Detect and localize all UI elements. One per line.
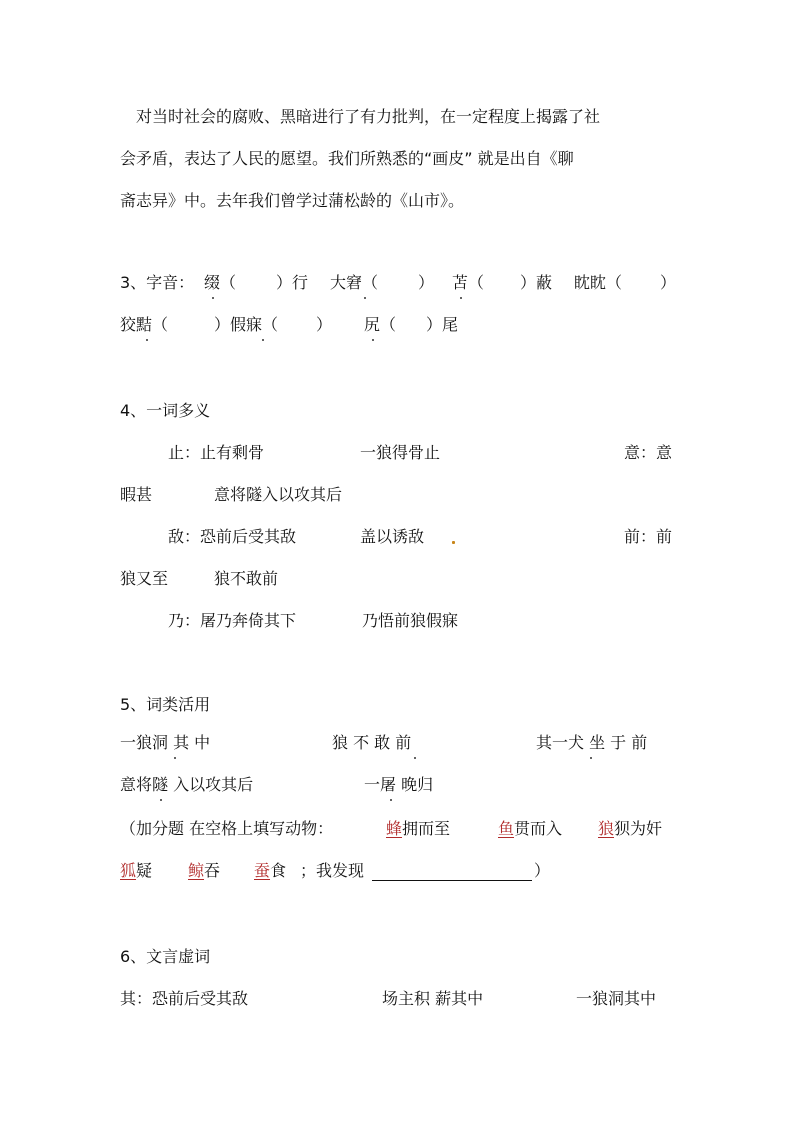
- polysemy-item: 敌：恐前后受其敌: [168, 527, 297, 546]
- emphasis-dot: [590, 757, 592, 759]
- bonus-item: [598, 818, 662, 840]
- bonus-rest: 食: [270, 861, 287, 880]
- pron-item: ）蔽: [520, 273, 553, 292]
- bonus-rest: 疑: [136, 861, 153, 880]
- polysemy-item: 前：前: [624, 527, 673, 546]
- polysemy-item: 乃：屠乃奔倚其下: [168, 611, 297, 630]
- bonus-animal: 鱼: [498, 819, 515, 838]
- word-class-item: 一屠 晚归: [364, 775, 434, 794]
- pron-item: ）行: [276, 273, 309, 292]
- intro-line-2: 会矛盾，表达了人民的愿望。我们所熟悉的“画皮” 就是出自《聊: [120, 149, 574, 168]
- bonus-animal: 狐: [120, 861, 137, 880]
- bonus-animal: 鲸: [188, 861, 205, 880]
- function-word-item: 一狼洞其中: [576, 989, 657, 1008]
- pron-item: 大窘（: [330, 273, 379, 292]
- emphasis-dot: [262, 339, 264, 341]
- polysemy-item: 狼又至: [120, 569, 169, 588]
- bonus-item: [254, 860, 286, 882]
- section-5-title: 5、词类活用: [120, 695, 211, 714]
- pron-item: 苫（: [452, 273, 485, 292]
- emphasis-dot: [174, 757, 176, 759]
- emphasis-dot: [460, 297, 462, 299]
- section-3-title: 3、字音：: [120, 273, 195, 292]
- section-6-title: 6、文言虚词: [120, 947, 211, 966]
- bonus-rest: 拥而至: [402, 819, 451, 838]
- pron-item: ）: [418, 273, 435, 292]
- polysemy-item: 一狼得骨止: [360, 443, 441, 462]
- emphasis-dot: [146, 339, 148, 341]
- bonus-rest: 狈为奸: [614, 819, 663, 838]
- bonus-animal: 蚕: [254, 861, 271, 880]
- emphasis-dot: [364, 297, 366, 299]
- polysemy-item: 意将隧入以攻其后: [214, 485, 343, 504]
- bonus-prefix: （加分题 在空格上填写动物：: [120, 819, 334, 838]
- polysemy-item: 意：意: [624, 443, 673, 462]
- bonus-animal: 蜂: [386, 819, 403, 838]
- intro-line-1: 对当时社会的腐败、黑暗进行了有力批判，在一定程度上揭露了社: [136, 107, 601, 126]
- intro-line-3: 斋志异》中。去年我们曾学过蒲松龄的《山市》。: [120, 191, 465, 210]
- pron-item: 狡黠（: [120, 315, 169, 334]
- mark-dot: [452, 541, 455, 544]
- emphasis-dot: [160, 799, 162, 801]
- pron-item: 眈眈（: [574, 273, 623, 292]
- bonus-animal: 狼: [598, 819, 615, 838]
- function-word-item: 场主积 薪其中: [382, 989, 484, 1008]
- pron-item: ）: [660, 273, 677, 292]
- bonus-rest: 贯而入: [514, 819, 563, 838]
- bonus-rest: 吞: [204, 861, 221, 880]
- emphasis-dot: [212, 297, 214, 299]
- word-class-item: 意将隧 入以攻其后: [120, 775, 254, 794]
- bonus-item: [386, 818, 450, 840]
- close-paren: ）: [534, 861, 551, 880]
- word-class-item: 狼 不 敢 前: [332, 733, 412, 752]
- pron-item: ）尾: [426, 315, 459, 334]
- polysemy-item: 狼不敢前: [214, 569, 279, 588]
- word-class-item: 一狼洞 其 中: [120, 733, 211, 752]
- word-class-item: 其一犬 坐 于 前: [536, 733, 648, 752]
- emphasis-dot: [390, 799, 392, 801]
- polysemy-item: 暇甚: [120, 485, 153, 504]
- pron-item: ）假寐（: [214, 315, 279, 334]
- answer-blank[interactable]: [372, 880, 532, 881]
- pron-item: ）: [316, 315, 333, 334]
- bonus-item: [498, 818, 562, 840]
- polysemy-item: 止：止有剩骨: [168, 443, 265, 462]
- emphasis-dot: [414, 757, 416, 759]
- bonus-item: [120, 860, 152, 882]
- pron-item: 尻（: [364, 315, 397, 334]
- polysemy-item: 盖以诱敌: [360, 527, 425, 546]
- emphasis-dot: [372, 339, 374, 341]
- found-label: ；我发现: [300, 861, 365, 880]
- function-word-item: 其：恐前后受其敌: [120, 989, 249, 1008]
- pron-item: 缀（: [204, 273, 237, 292]
- section-4-title: 4、一词多义: [120, 401, 211, 420]
- polysemy-item: 乃悟前狼假寐: [362, 611, 459, 630]
- bonus-item: [188, 860, 220, 882]
